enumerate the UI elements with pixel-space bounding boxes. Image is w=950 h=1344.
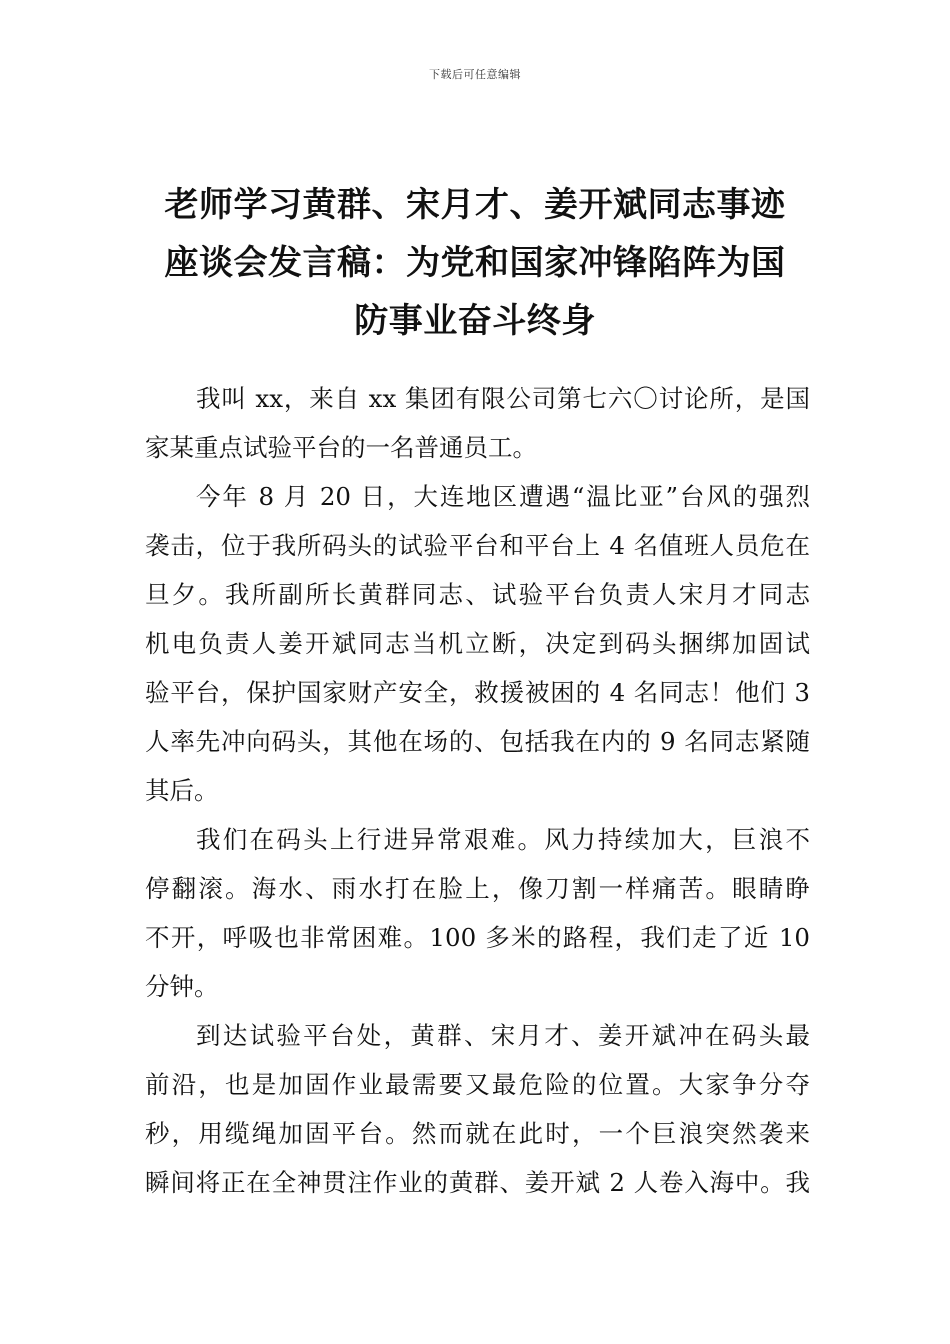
text-line: 人率先冲向码头，其他在场的、包括我在内的 9 名同志紧随 — [145, 727, 810, 756]
text-line: 前沿，也是加固作业最需要又最危险的位置。大家争分夺 — [145, 1070, 810, 1099]
title-line: 防事业奋斗终身 — [354, 301, 596, 341]
text-line: 旦夕。我所副所长黄群同志、试验平台负责人宋月才同志 — [145, 580, 810, 609]
title-line: 座谈会发言稿：为党和国家冲锋陷阵为国 — [164, 243, 786, 283]
text-line: 家某重点试验平台的一名普通员工。 — [145, 433, 537, 462]
document-body — [145, 374, 810, 1207]
text-line: 其后。 — [145, 776, 219, 805]
text-line: 验平台，保护国家财产安全，救援被困的 4 名同志！他们 3 — [145, 678, 810, 707]
paragraph — [145, 472, 810, 815]
text-line: 到达试验平台处，黄群、宋月才、姜开斌冲在码头最 — [196, 1021, 810, 1050]
text-line: 我们在码头上行进异常艰难。风力持续加大，巨浪不 — [196, 825, 810, 854]
document-title — [140, 176, 810, 350]
text-line: 分钟。 — [145, 972, 219, 1001]
page-header: 下载后可任意编辑 — [429, 68, 521, 81]
text-line: 袭击，位于我所码头的试验平台和平台上 4 名值班人员危在 — [145, 531, 810, 560]
text-line: 不开，呼吸也非常困难。100 多米的路程，我们走了近 10 — [145, 923, 810, 952]
text-line: 停翻滚。海水、雨水打在脸上，像刀割一样痛苦。眼睛睁 — [145, 874, 810, 903]
paragraph — [145, 374, 810, 472]
text-line: 我叫 xx，来自 xx 集团有限公司第七六〇讨论所，是国 — [196, 384, 810, 413]
text-line: 瞬间将正在全神贯注作业的黄群、姜开斌 2 人卷入海中。我 — [145, 1168, 810, 1197]
text-line: 秒，用缆绳加固平台。然而就在此时，一个巨浪突然袭来 — [145, 1119, 810, 1148]
text-line: 今年 8 月 20 日，大连地区遭遇“温比亚”台风的强烈 — [196, 482, 810, 511]
paragraph — [145, 1011, 810, 1207]
paragraph — [145, 815, 810, 1011]
title-line: 老师学习黄群、宋月才、姜开斌同志事迹 — [164, 185, 786, 225]
text-line: 机电负责人姜开斌同志当机立断，决定到码头捆绑加固试 — [145, 629, 810, 658]
